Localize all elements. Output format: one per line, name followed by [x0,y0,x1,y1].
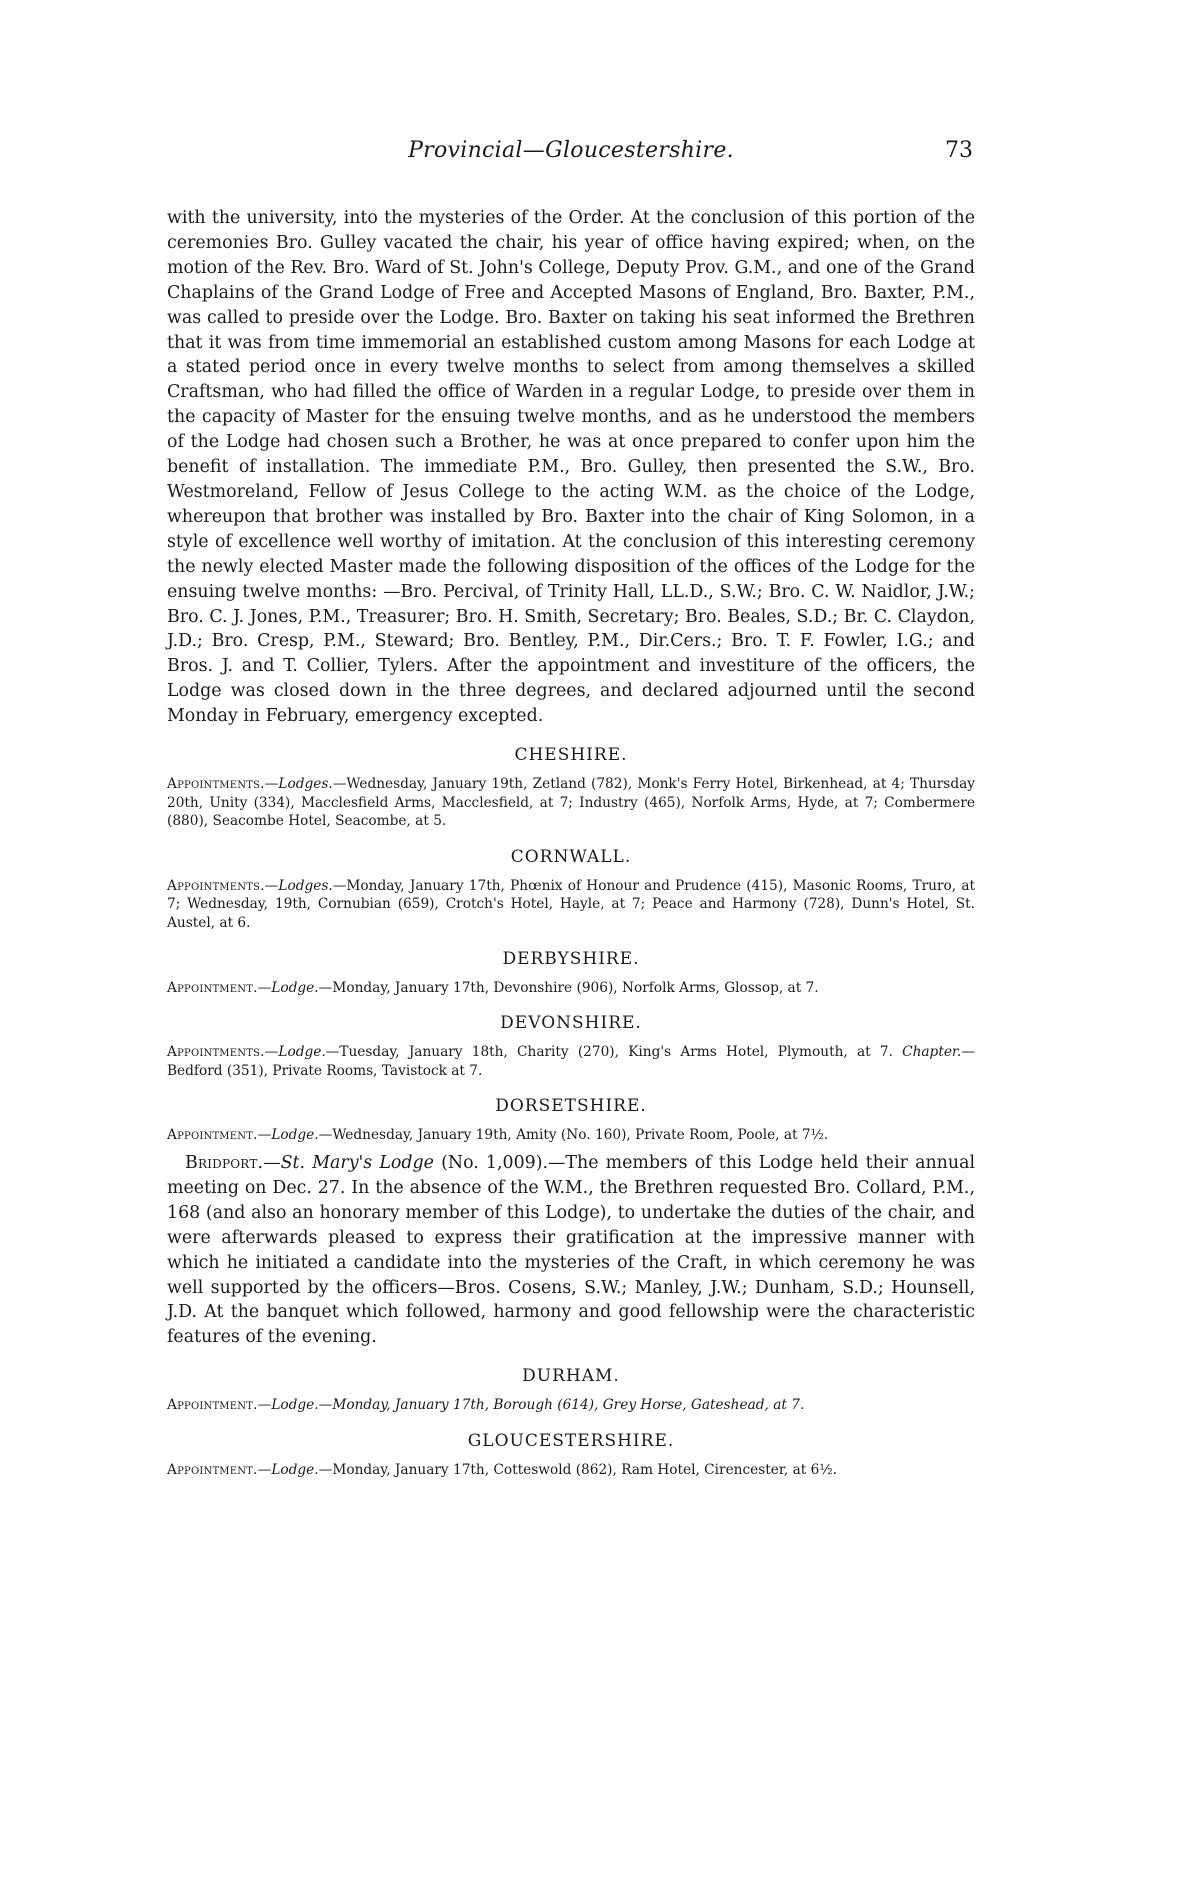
appointments-cornwall [167,877,975,933]
heading-gloucestershire: GLOUCESTERSHIRE. [467,1430,675,1451]
appointment-label: Appointment. [167,1127,258,1144]
appointments-devonshire [167,1043,975,1080]
heading-dorsetshire: DORSETSHIRE. [495,1096,647,1117]
appointment-text: —Monday, January 17th, Cotteswold (862), Ram Hotel, Cirencester, at 6½. [318,1461,837,1478]
page [167,138,975,1479]
appointment-kind: —Lodge. [257,1127,319,1144]
running-title: Provincial—Gloucestershire. [408,138,734,163]
heading-cornwall: CORNWALL. [510,846,632,867]
appointment-kind: —Lodge. [264,1044,326,1061]
appointment-kind: —Lodges. [264,877,333,894]
appointment-kind: —Lodge. [257,979,319,996]
heading-derbyshire: DERBYSHIRE. [502,948,640,969]
intro-paragraph: with the university, into the mysteries of the Order. At the conclusion of this portion of the ceremonies Bro. Gulley vacated the chair, his year of office having expired; when, on the motion of the Rev. Bro. Ward of St. John's College, Deputy Prov. G.M., and one of the Grand Chaplains of the Grand Lodge of Free and Accepted Masons of England, Bro. Baxter, P.M., was called to preside over the Lodge. Bro. Baxter on taking his seat informed the Brethren that it was from time immemorial an established custom among Masons for each Lodge at a stated period once in every twelve months to select from among themselves a skilled Craftsman, who had filled the office of Warden in a regular Lodge, to preside over them in the capacity of Master for the ensuing twelve months, and as he understood the members of the Lodge had chosen such a Brother, he was at once prepared to confer upon him the benefit of installation. The immediate P.M., Bro. Gulley, then presented the S.W., Bro. Westmoreland, Fellow of Jesus College to the acting W.M. as the choice of the Lodge, whereupon that brother was installed by Bro. Baxter into the chair of King Solomon, in a style of excellence well worthy of imitation. At the conclusion of this interesting ceremony the newly elected Master made the following disposition of the offices of the Lodge for the ensuing twelve months: —Bro. Percival, of Trinity Hall, LL.D., S.W.; Bro. C. W. Naidlor, J.W.; Bro. C. J. Jones, P.M., Treasurer; Bro. H. Smith, Secretary; Bro. Beales, S.D.; Br. C. Claydon, J.D.; Bro. Cresp, P.M., Steward; Bro. Bentley, P.M., Dir.Cers.; Bro. T. F. Fowler, I.G.; and Bros. J. and T. Collier, Tylers. After the appointment and investiture of the officers, the Lodge was closed down in the three degrees, and declared adjourned until the second Monday in February, emergency excepted. [167,208,975,727]
heading-devonshire: DEVONSHIRE. [500,1013,642,1034]
page-number: 73 [945,138,973,163]
appointment-text: —Monday, January 17th, Borough (614), Grey Horse, Gateshead, at 7. [318,1397,805,1414]
appointment-label: Appointment. [167,1397,258,1414]
heading-cheshire: CHESHIRE. [514,745,628,766]
appointment-text: —Tuesday, January 18th, Charity (270), King's Arms Hotel, Plymouth, at 7. [325,1044,893,1061]
running-head [167,138,975,178]
report-text: (No. 1,009).—The members of this Lodge held their annual meeting on Dec. 27. In the absence of the W.M., the Brethren requested Bro. Collard, P.M., 168 (and also an honorary member of this Lodge), to undertake the duties of the chair, and were afterwards pleased to express their gratification at the impressive manner with which he initiated a candidate into the mysteries of the Craft, in which ceremony he was well supported by the officers—Bros. Cosens, S.W.; Manley, J.W.; Dunham, S.D.; Hounsell, J.D. At the banquet which followed, harmony and good fellowship were the characteristic features of the evening. [167,1152,975,1348]
appointment-text-chapter: —Bedford (351), Private Rooms, Tavistock at 7. [167,1044,975,1079]
appointment-label: Appointment. [167,979,258,996]
appointment-text: —Monday, January 17th, Phœnix of Honour and Prudence (415), Masonic Rooms, Truro, at 7; Wednesday, 19th, Cornubian (659), Crotch's Hotel, Hayle, at 7; Peace and Harmony (728), Dunn's Hotel, St. Austel, at 6. [167,877,975,931]
appointment-label: Appointments. [167,877,265,894]
appointments-durham [167,1396,975,1415]
appointments-derbyshire [167,979,975,998]
appointment-label: Appointments. [167,1044,265,1061]
appointments-cheshire [167,775,975,831]
appointments-gloucestershire [167,1461,975,1480]
appointment-text: —Wednesday, January 19th, Zetland (782), Monk's Ferry Hotel, Birkenhead, at 4; Thursday 20th, Unity (334), Macclesfield Arms, Macclesfield, at 7; Industry (465), Norfolk Arms, Hyde, at 7; Combermere (880), Seacombe Hotel, Seacombe, at 5. [167,776,975,830]
report-lodge-name: —St. Mary's Lodge [263,1152,434,1173]
report-place: Bridport. [185,1152,264,1173]
appointment-kind: —Lodge. [257,1397,319,1414]
appointment-kind: —Lodge. [257,1461,319,1478]
report-bridport [167,1151,975,1350]
appointment-text: —Monday, January 17th, Devonshire (906), Norfolk Arms, Glossop, at 7. [318,979,819,996]
appointment-text: —Wednesday, January 19th, Amity (No. 160), Private Room, Poole, at 7½. [318,1127,829,1144]
heading-durham: DURHAM. [522,1366,620,1387]
appointment-kind: —Lodges. [264,776,333,793]
appointment-kind-chapter: Chapter. [902,1044,962,1061]
appointment-label: Appointment. [167,1461,258,1478]
appointment-label: Appointments. [167,776,265,793]
appointments-dorsetshire [167,1126,975,1145]
